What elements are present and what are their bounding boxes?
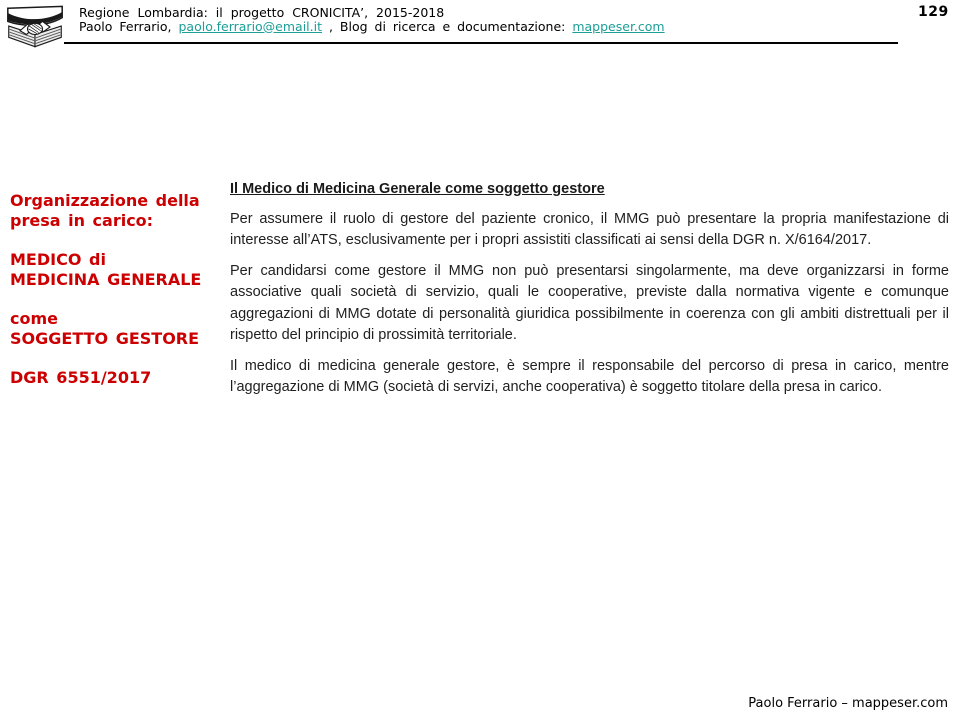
excerpt-paragraph-1: Per assumere il ruolo di gestore del paziente cronico, il MMG può presentare la propria manifestazione di interesse all’ATS, esclusivamente per i propri assistiti classificati ai sensi della DGR n. X/6164/2017. (230, 210, 949, 248)
sidebar-block-organizzazione (10, 191, 232, 230)
handshake-book-logo-icon (5, 3, 65, 51)
header-divider (64, 42, 898, 44)
document-excerpt (230, 179, 949, 399)
excerpt-title: Il Medico di Medicina Generale come soggetto gestore (230, 181, 605, 197)
topic-sidebar (10, 191, 232, 388)
header-title: Regione Lombardia: il progetto CRONICITA’, 2015-2018 (79, 5, 445, 20)
header-author: Paolo Ferrario, (79, 18, 179, 34)
sidebar-line: MEDICINA GENERALE (10, 269, 202, 289)
sidebar-line: Organizzazione della (10, 191, 200, 210)
footer-credit: Paolo Ferrario – mappeser.com (748, 696, 948, 711)
site-link[interactable]: mappeser.com (572, 18, 665, 34)
excerpt-paragraph-3: Il medico di medicina generale gestore, è sempre il responsabile del percorso di presa in carico, mentre l’aggregazione di MMG (società di servizi, anche cooperativa) è soggetto titolare della presa in carico. (230, 357, 949, 395)
sidebar-line: DGR 6551/2017 (10, 368, 152, 387)
sidebar-block-dgr (10, 368, 232, 388)
sidebar-block-medico (10, 250, 232, 289)
header-blog-label: , Blog di ricerca e documentazione: (322, 18, 573, 34)
sidebar-line: presa in carico: (10, 210, 154, 230)
page-number: 129 (918, 4, 949, 20)
header-text (79, 6, 665, 33)
sidebar-line: MEDICO di (10, 250, 106, 269)
sidebar-block-soggetto (10, 309, 232, 348)
excerpt-paragraph-2: Per candidarsi come gestore il MMG non può presentarsi singolarmente, ma deve organizzarsi in forme associative quali società di servizio, quali le cooperative, previste dalla normativa vigente e comunque aggregazioni di MMG dotate di personalità giuridica possibilmente in coerenza con gli ambiti distrettuali per il rispetto del principio di prossimità territoriale. (230, 262, 949, 343)
header-subtitle (79, 20, 665, 34)
sidebar-line: SOGGETTO GESTORE (10, 328, 200, 348)
sidebar-line: come (10, 309, 58, 328)
email-link[interactable]: paolo.ferrario@email.it (178, 18, 323, 34)
